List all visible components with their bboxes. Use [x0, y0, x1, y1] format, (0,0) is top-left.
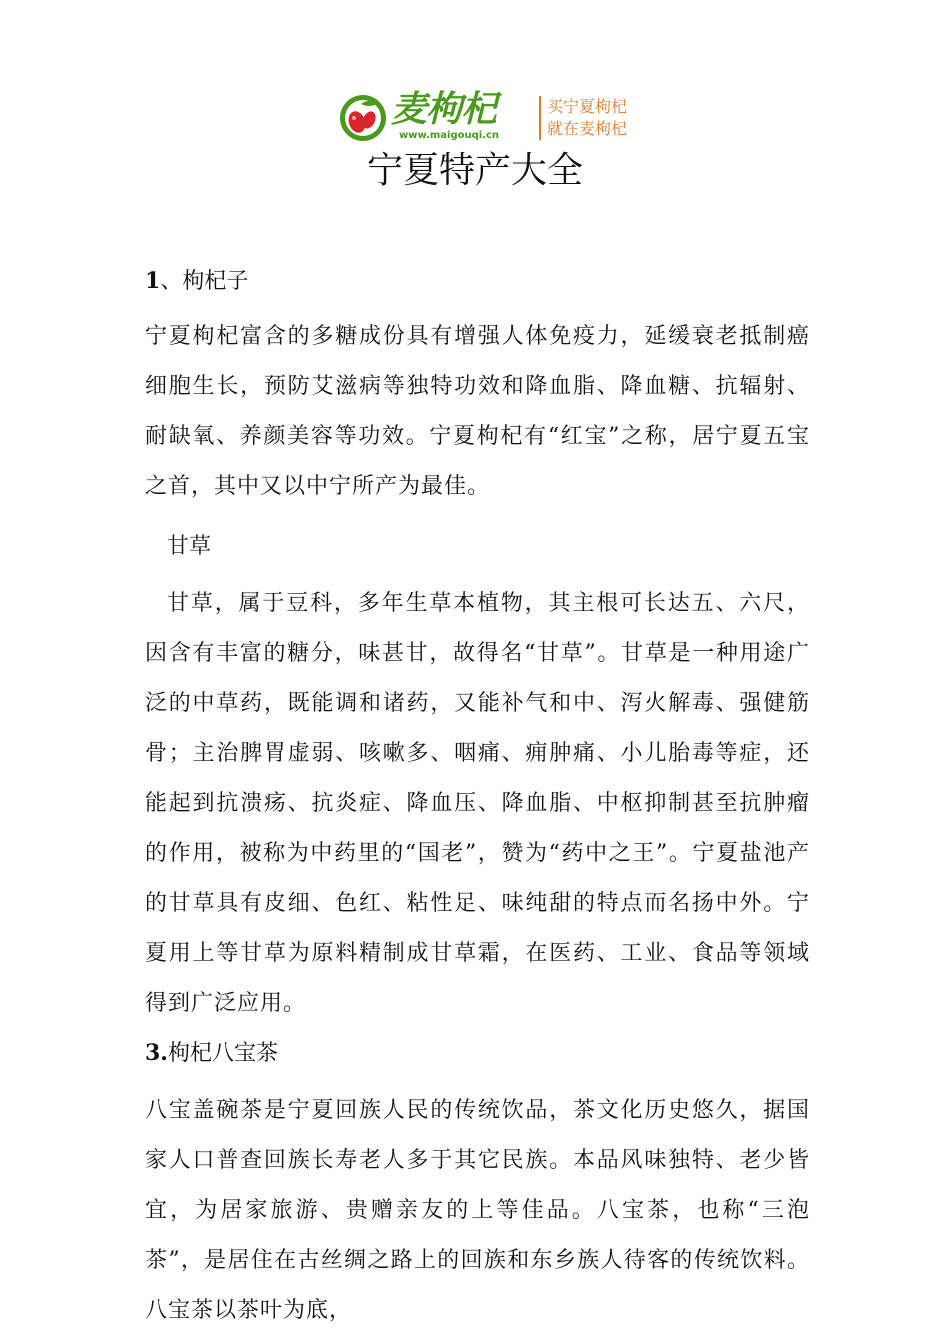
section-title: 甘草: [167, 534, 212, 559]
logo-slogan: [547, 96, 627, 140]
section-heading-licorice: [145, 528, 810, 565]
logo-divider: [539, 96, 541, 140]
logo-slogan-line-2: 就在麦枸杞: [547, 119, 628, 138]
brand-logo: [339, 89, 651, 144]
logo-slogan-line-1: 买宁夏枸杞: [547, 97, 628, 116]
section-number: 1: [145, 268, 161, 294]
document-title: 宁夏特产大全: [366, 150, 583, 191]
section-heading-babao-tea: [145, 1035, 810, 1072]
goji-berry-logo-icon: [339, 94, 387, 142]
section-paragraph-babao-tea: 八宝盖碗茶是宁夏回族人民的传统饮品，茶文化历史悠久，据国家人口普查回族长寿老人多于其它民族。本品风味独特、老少皆宜，为居家旅游、贵赠亲友的上等佳品。八宝茶，也称“三泡茶”，是居住在古丝绸之路上的回族和东乡族人待客的传统饮料。八宝茶以茶叶为底，: [145, 1098, 810, 1323]
section-title: 枸杞八宝茶: [167, 1041, 278, 1066]
logo-brand-name: 麦枸杞: [391, 89, 497, 130]
section-title: 、枸杞子: [160, 269, 249, 294]
section-paragraph-goji: 宁夏枸杞富含的多糖成份具有增强人体免疫力，延缓衰老抵制癌细胞生长，预防艾滋病等独特功效和降血脂、降血糖、抗辐射、耐缺氧、养颜美容等功效。宁夏枸杞有“红宝”之称，居宁夏五宝之首，其中又以中宁所产为最佳。: [145, 324, 810, 499]
section-number: 3.: [145, 1040, 168, 1066]
logo-url: www.maigouqi.cn: [399, 130, 500, 141]
document-body: [145, 263, 810, 1336]
section-paragraph-licorice: 甘草，属于豆科，多年生草本植物，其主根可长达五、六尺，因含有丰富的糖分，味甚甘，故得名“甘草”。甘草是一种用途广泛的中草药，既能调和诸药，又能补气和中、泻火解毒、强健筋骨；主治脾胃虚弱、咳嗽多、咽痛、痈肿痛、小儿胎毒等症，还能起到抗溃疡、抗炎症、降血压、降血脂、中枢抑制甚至抗肿瘤的作用，被称为中药里的“国老”，赞为“药中之王”。宁夏盐池产的甘草具有皮细、色红、粘性足、味纯甜的特点而名扬中外。宁夏用上等甘草为原料精制成甘草霜，在医药、工业、食品等领域得到广泛应用。: [145, 591, 810, 1016]
section-heading-goji: [145, 263, 810, 300]
